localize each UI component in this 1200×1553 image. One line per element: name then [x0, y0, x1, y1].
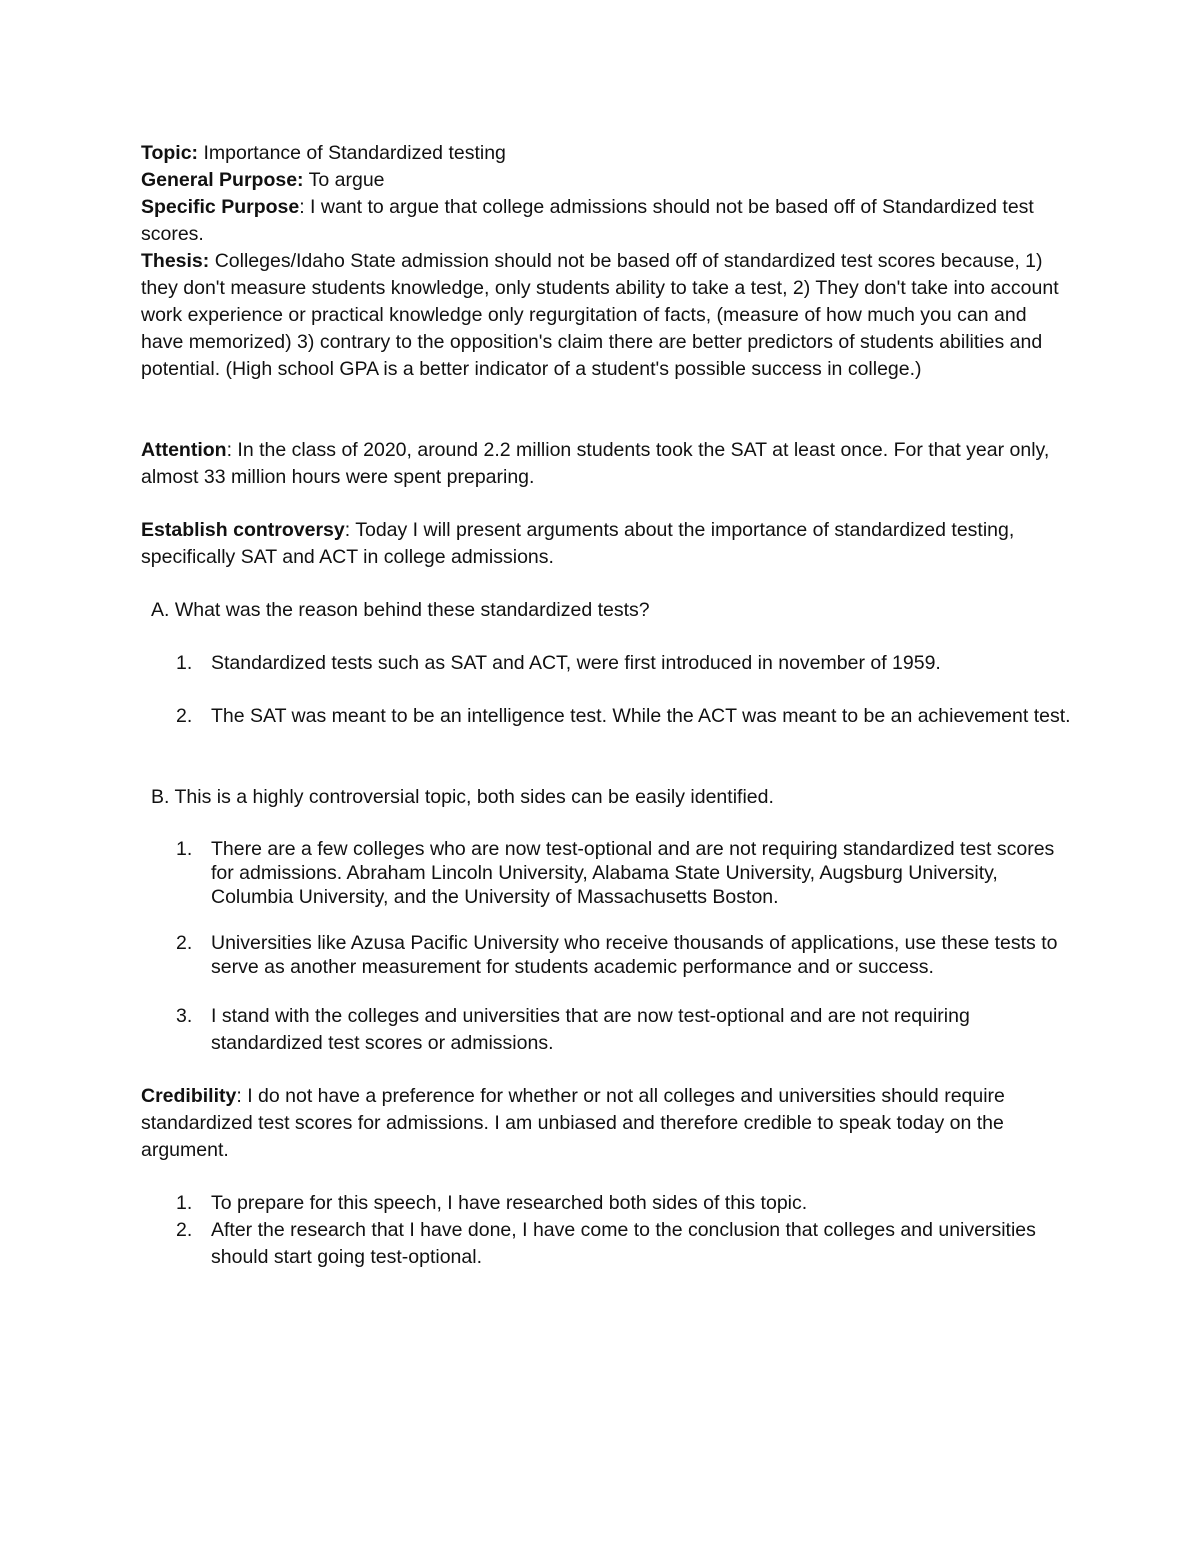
list-number: 2.	[176, 1219, 193, 1241]
specific-purpose-line	[141, 194, 1071, 248]
spacer	[141, 811, 1071, 837]
list-item	[141, 703, 1071, 730]
list-item-text: I stand with the colleges and universities that are now test-optional and are not requiring standardized test scores or admissions.	[211, 1005, 970, 1054]
list-number: 1.	[176, 838, 193, 860]
spacer	[141, 571, 1071, 597]
topic-text: Importance of Standardized testing	[198, 142, 506, 164]
thesis-paragraph	[141, 248, 1071, 383]
list-item	[141, 837, 1071, 909]
list-item-text: After the research that I have done, I have come to the conclusion that colleges and universities should start going test-optional.	[211, 1219, 1036, 1268]
list-number: 3.	[176, 1005, 193, 1027]
list-item-text: Universities like Azusa Pacific University who receive thousands of applications, use these tests to serve as another measurement for students academic performance and or success.	[211, 932, 1058, 978]
controversy-label: Establish controversy	[141, 519, 345, 541]
credibility-label: Credibility	[141, 1085, 237, 1107]
spacer	[141, 491, 1071, 517]
topic-line	[141, 140, 1071, 167]
list-item	[141, 1190, 1071, 1217]
credibility-text: : I do not have a preference for whether or not all colleges and universities should require standardized test scores for admissions. I am unbiased and therefore credible to speak today on the argument.	[141, 1085, 1005, 1161]
thesis-text: Colleges/Idaho State admission should not be based off of standardized test scores because, 1) they don't measure students knowledge, only students ability to take a test, 2) They don't take into account work experience or practical knowledge only regurgitation of facts, (measure of how much you can and have memorized) 3) contrary to the opposition's claim there are better predictors of students abilities and potential. (High school GPA is a better indicator of a student's possible success in college.)	[141, 250, 1059, 380]
list-item-text: There are a few colleges who are now test-optional and are not requiring standardized test scores for admissions. Abraham Lincoln University, Alabama State University, Augsburg University, Columbia University, and the University of Massachusetts Boston.	[211, 838, 1055, 908]
spacer	[141, 383, 1071, 437]
spacer	[141, 1057, 1071, 1083]
section-b-heading: B. This is a highly controversial topic, both sides can be easily identified.	[151, 786, 774, 808]
list-item	[141, 650, 1071, 677]
credibility-paragraph	[141, 1083, 1071, 1164]
list-item	[141, 931, 1071, 979]
credibility-list	[141, 1190, 1071, 1271]
section-b-list	[141, 837, 1071, 1057]
list-item	[141, 1003, 1071, 1057]
topic-label: Topic:	[141, 142, 199, 164]
list-number: 2.	[176, 705, 193, 727]
controversy-paragraph	[141, 517, 1071, 571]
general-purpose-label: General Purpose:	[141, 169, 304, 191]
specific-purpose-text: : I want to argue that college admissions should not be based off of Standardized test scores.	[141, 196, 1034, 245]
section-a-heading: A. What was the reason behind these standardized tests?	[151, 599, 650, 621]
attention-paragraph	[141, 437, 1071, 491]
list-number: 1.	[176, 652, 193, 674]
list-item-text: Standardized tests such as SAT and ACT, were first introduced in november of 1959.	[211, 652, 941, 674]
attention-label: Attention	[141, 439, 227, 461]
thesis-label: Thesis:	[141, 250, 210, 272]
section-a-list	[141, 650, 1071, 730]
spacer	[141, 1164, 1071, 1190]
spacer	[141, 624, 1071, 650]
list-item	[141, 1217, 1071, 1271]
spacer	[141, 730, 1071, 784]
list-number: 1.	[176, 1192, 193, 1214]
general-purpose-line	[141, 167, 1071, 194]
list-number: 2.	[176, 932, 193, 954]
controversy-text: : Today I will present arguments about the importance of standardized testing, specifically SAT and ACT in college admissions.	[141, 519, 1015, 568]
document-body	[141, 140, 1071, 1271]
general-purpose-text: To argue	[303, 169, 385, 191]
specific-purpose-label: Specific Purpose	[141, 196, 300, 218]
list-item-text: To prepare for this speech, I have researched both sides of this topic.	[211, 1192, 808, 1214]
attention-text: : In the class of 2020, around 2.2 million students took the SAT at least once. For that year only, almost 33 million hours were spent preparing.	[141, 439, 1050, 488]
list-item-text: The SAT was meant to be an intelligence test. While the ACT was meant to be an achievement test.	[211, 705, 1071, 727]
